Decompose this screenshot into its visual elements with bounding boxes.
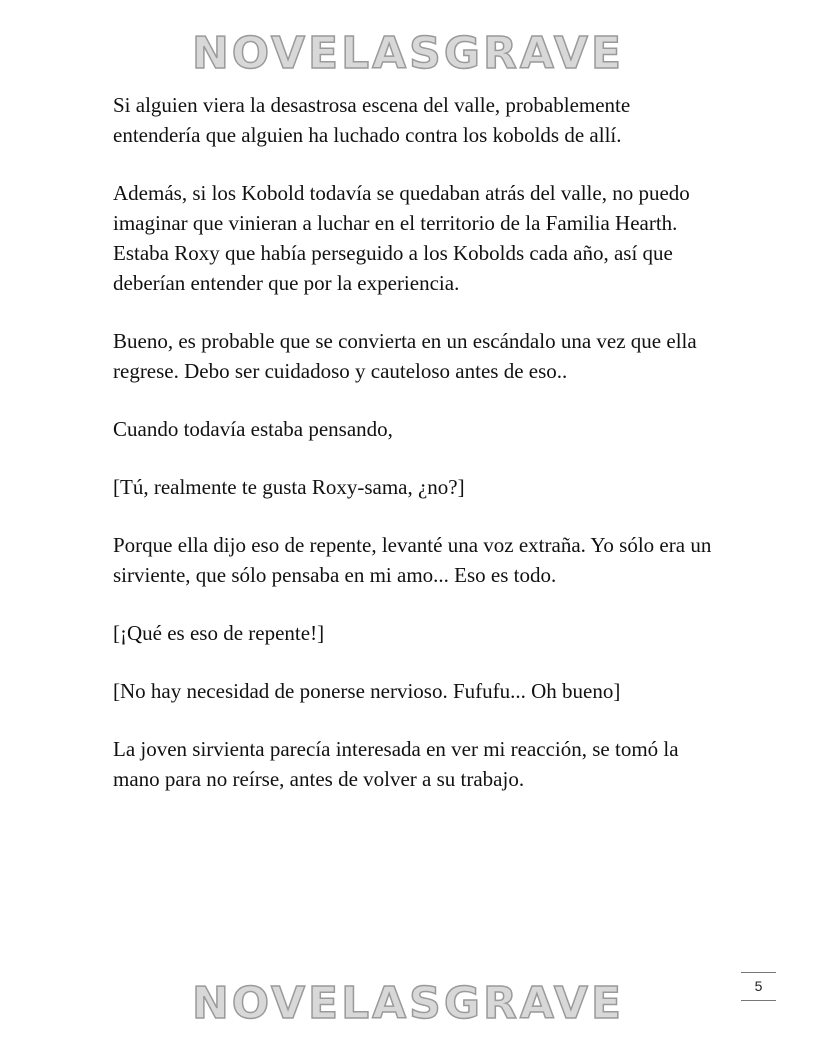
paragraph: Porque ella dijo eso de repente, levanté una voz extraña. Yo sólo era un sirviente, que sólo pensaba en mi amo... Eso es todo. (113, 533, 712, 587)
paragraph: Si alguien viera la desastrosa escena del valle, probablemente entendería que alguien ha luchado contra los kobolds de allí. (113, 93, 631, 147)
dialogue-line: [¡Qué es eso de repente!] (113, 621, 325, 645)
paragraph: La joven sirvienta parecía interesada en ver mi reacción, se tomó la mano para no reírse, antes de volver a su trabajo. (113, 737, 679, 791)
paragraph: Además, si los Kobold todavía se quedaban atrás del valle, no puedo imaginar que vinieran a luchar en el territorio de la Familia Hearth. Estaba Roxy que había perseguido a los Kobolds cada año, así que deberían entender que por la experiencia. (113, 181, 690, 295)
watermark-header: NOVELASGRAVE (191, 28, 625, 79)
paragraph: Cuando todavía estaba pensando, (113, 417, 393, 441)
page-body (113, 90, 713, 822)
page-number: 5 (741, 972, 776, 1001)
dialogue-line: [Tú, realmente te gusta Roxy-sama, ¿no?] (113, 475, 465, 499)
watermark-footer: NOVELASGRAVE (191, 978, 625, 1029)
dialogue-line: [No hay necesidad de ponerse nervioso. Fufufu... Oh bueno] (113, 679, 621, 703)
paragraph: Bueno, es probable que se convierta en un escándalo una vez que ella regrese. Debo ser cuidadoso y cauteloso antes de eso.. (113, 329, 697, 383)
